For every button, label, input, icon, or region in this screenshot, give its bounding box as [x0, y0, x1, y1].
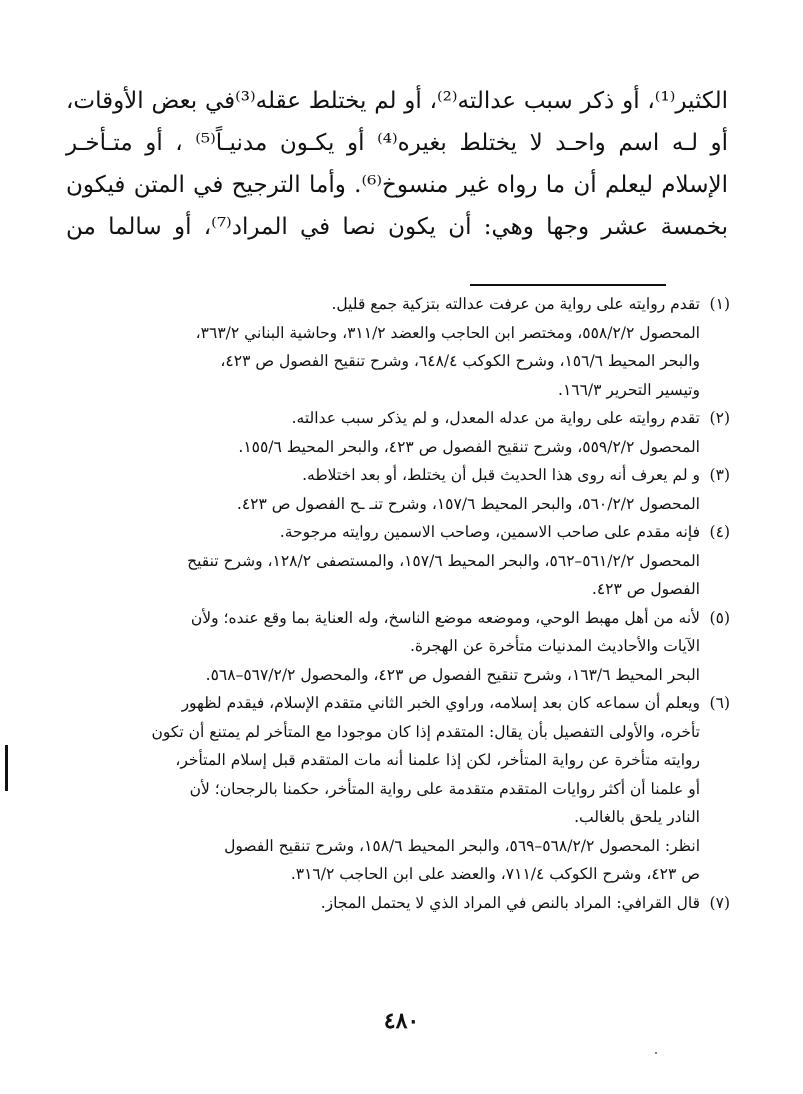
footnote-5: [70, 604, 730, 690]
body-line: بخمسة عشر وجها وهي: أن يكون نصا في المراد⁽⁷⁾، أو سالما من: [66, 214, 728, 240]
body-line: الكثير⁽¹⁾، أو ذكر سبب عدالته⁽²⁾، أو لم يختلط عقله⁽³⁾في بعض الأوقات،: [66, 88, 729, 114]
footnote-number: (٧): [709, 893, 730, 912]
page-number: ٤٨٠: [383, 1008, 420, 1034]
footnote-number: (٦): [709, 694, 730, 712]
footnote-number: (١): [709, 295, 730, 313]
footnote-text: قال القرافي: المراد بالنص في المراد الذي لا يحتمل المجاز.: [320, 893, 700, 912]
footnote-4: [70, 518, 730, 604]
footnotes-section: [70, 290, 730, 917]
footnote-text: لأنه من أهل مهبط الوحي، وموضعه موضع الناسخ، وله العناية بما وقع عنده؛ ولأن: [190, 608, 700, 627]
footnote-text: و لم يعرف أنه روى هذا الحديث قبل أن يختلط، أو بعد اختلاطه.: [302, 466, 700, 484]
footnote-number: (٤): [709, 523, 730, 541]
footnote-text: تقدم روايته على رواية من عدله المعدل، و لم يذكر سبب عدالته.: [291, 409, 700, 427]
footnote-3: [70, 461, 730, 518]
footnote-text: ويعلم أن سماعه كان بعد إسلامه، وراوي الخبر الثاني متقدم الإسلام، فيقدم لظهور: [181, 694, 700, 712]
footnote-reference: المحصول ٥٦٠/٢/٢، والبحر المحيط ١٥٧/٦، وشرح تنـ ـح الفصول ص ٤٢٣.: [236, 494, 700, 513]
footnote-reference: المحصول ٥٥٩/٢/٢، وشرح تنقيح الفصول ص ٤٢٣، والبحر المحيط ١٥٥/٦.: [238, 437, 700, 456]
footnote-reference: البحر المحيط ١٦٣/٦، وشرح تنقيح الفصول ص ٤٢٣، والمحصول ٥٦٧/٢/٢–٥٦٨.: [205, 665, 700, 684]
footnote-1: [70, 290, 730, 404]
footnote-text: فإنه مقدم على صاحب الاسمين، وصاحب الاسمين روايته مرجوحة.: [279, 523, 700, 541]
footnote-number: (٥): [709, 608, 730, 627]
footnote-text: النادر يلحق بالغالب.: [574, 808, 700, 826]
footnote-text: روايته متأخرة عن رواية المتأخر، لكن إذا علمنا أنه مات المتقدم قبل إسلام المتأخر،: [175, 751, 700, 769]
footnote-reference: الفصول ص ٤٢٣.: [591, 580, 700, 598]
body-line: أو لـه اسم واحـد لا يختلط بغيره⁽⁴⁾ أو يكـون مدنيـاً⁽⁵⁾ ، أو متـأخـر: [66, 130, 729, 156]
footnote-reference: انظر: المحصول ٥٦٨/٢/٢–٥٦٩، والبحر المحيط ١٥٨/٦، وشرح تنقيح الفصول: [224, 836, 700, 855]
margin-scan-mark: [5, 745, 8, 791]
scan-speck: [655, 1052, 657, 1054]
main-body-text: [66, 80, 728, 248]
footnote-6: [70, 689, 730, 889]
footnote-text: تأخره، والأولى التفصيل بأن يقال: المتقدم إذا كان موجودا مع المتأخر لم يمتنع أن تكون: [151, 722, 700, 741]
footnote-reference: وتيسير التحرير ١٦٦/٣.: [558, 380, 700, 399]
footnote-number: (٢): [709, 409, 730, 427]
footnote-reference: المحصول ٥٥٨/٢/٢، ومختصر ابن الحاجب والعضد ٣١١/٢، وحاشية البناني ٣٦٣/٢،: [195, 323, 700, 342]
body-line: الإسلام ليعلم أن ما رواه غير منسوخ⁽⁶⁾. وأما الترجيح في المتن فيكون: [66, 172, 729, 198]
footnote-separator: [470, 284, 666, 286]
footnote-7: [70, 889, 730, 918]
footnote-number: (٣): [709, 466, 730, 484]
footnote-reference: ص ٤٢٣، وشرح الكوكب ٧١١/٤، والعضد على ابن الحاجب ٣١٦/٢.: [290, 865, 700, 883]
footnote-text: الآيات والأحاديث المدنيات متأخرة عن الهجرة.: [410, 637, 700, 655]
footnote-reference: المحصول ٥٦١/٢/٢–٥٦٢، والبحر المحيط ١٥٧/٦، والمستصفى ١٢٨/٢، وشرح تنقيح: [187, 551, 700, 570]
footnote-2: [70, 404, 730, 461]
footnote-reference: والبحر المحيط ١٥٦/٦، وشرح الكوكب ٦٤٨/٤، وشرح تنقيح الفصول ص ٤٢٣،: [220, 352, 700, 370]
footnote-text: تقدم روايته على رواية من عرفت عدالته بتزكية جمع قليل.: [331, 295, 700, 313]
footnote-text: أو علمنا أن أكثر روايات المتقدم متقدمة على رواية المتأخر، حكمنا بالرجحان؛ لأن: [189, 779, 700, 798]
